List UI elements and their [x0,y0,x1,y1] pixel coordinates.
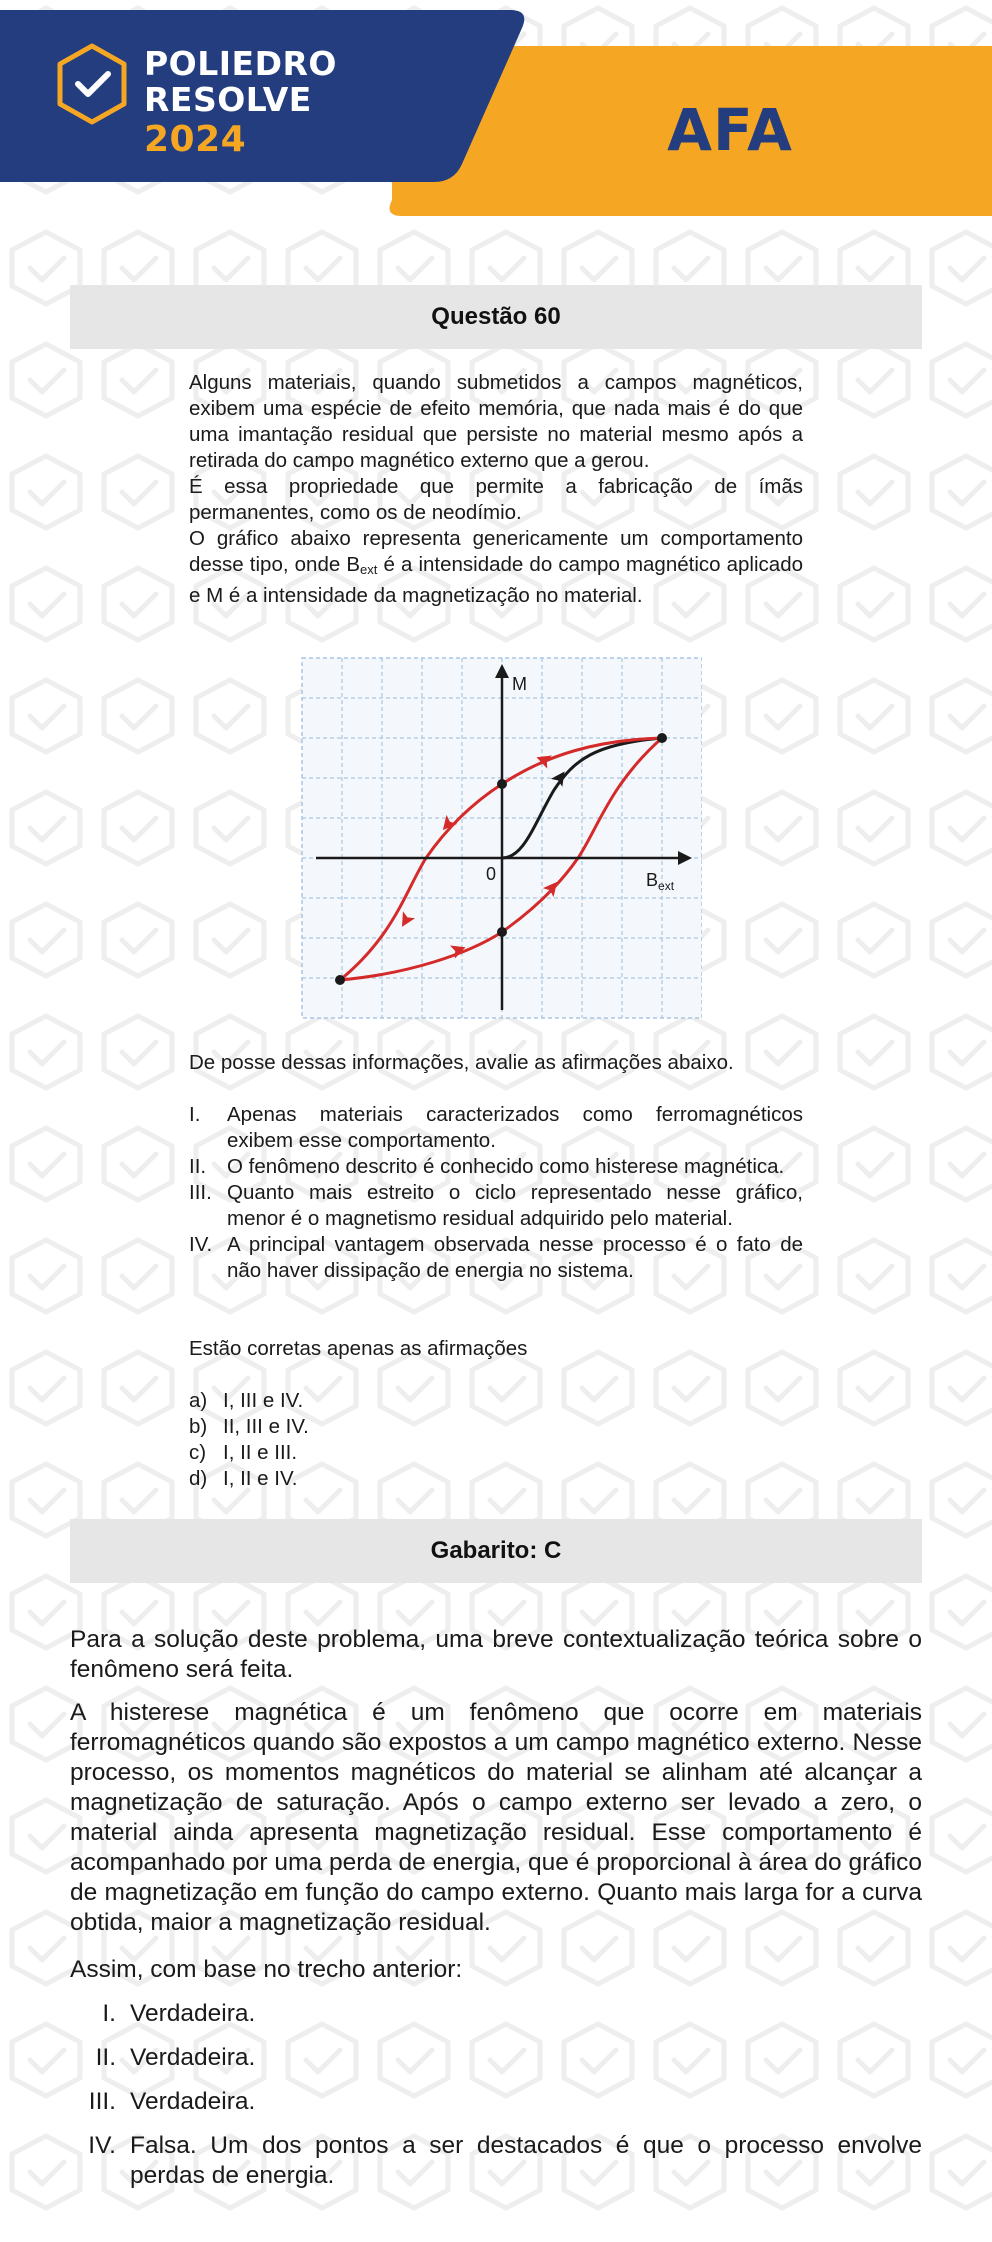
option-item [189,1414,309,1440]
option-text: I, II e IV. [223,1467,298,1490]
question-title: Questão 60 [70,285,922,349]
solution-item [70,2043,922,2073]
option-text: I, II e III. [223,1441,298,1464]
solution-item [70,1999,922,2029]
brand-name-line1: POLIEDRO [144,44,337,83]
option-letter: b) [189,1415,208,1438]
x-axis-label-main: B [646,870,659,890]
statement-item-number: IV. [189,1233,213,1256]
y-axis-label: M [512,674,527,694]
curve-point [335,975,345,985]
statements-list [189,1102,803,1284]
solution-item-text: Verdadeira. [130,2044,256,2071]
paragraph-3-start: O gráfico abaixo representa genericamente um comportamento desse tipo, onde B [189,527,803,576]
statement-item-number: III. [189,1181,212,1204]
statement-item-text: Apenas materiais caracterizados como ferromagnéticos exibem esse comportamento. [227,1103,803,1152]
exam-name: AFA [667,96,793,164]
header [0,0,992,220]
solution-item [70,2087,922,2117]
solution-item-text: Verdadeira. [130,2000,256,2027]
option-letter: a) [189,1389,208,1412]
option-item [189,1440,309,1466]
option-letter: c) [189,1441,207,1464]
statement-item [189,1102,803,1154]
curve-point [657,733,667,743]
statements-prompt: De posse dessas informações, avalie as afirmações abaixo. [189,1051,734,1074]
solution-text-1: Para a solução deste problema, uma breve contextualização teórica sobre o fenômeno será feita. [70,1626,922,1683]
question-intro [189,370,803,609]
solution-paragraph-1 [70,1625,922,1685]
solution-item-number: III. [88,2088,116,2115]
statement-item [189,1154,803,1180]
solution-text-3: Assim, com base no trecho anterior: [70,1956,463,1983]
option-text: II, III e IV. [223,1415,309,1438]
statement-item-number: II. [189,1155,207,1178]
solution-item-number: II. [95,2044,116,2071]
solution-item [70,2131,922,2191]
solution-item-text: Verdadeira. [130,2088,256,2115]
solution-paragraph-3 [70,1955,922,1985]
solution-item-number: IV. [88,2132,116,2159]
answer-key-title: Gabarito: C [70,1519,922,1583]
shield-check-icon [54,42,130,126]
answer-options [189,1388,309,1492]
question-paragraph-2: É essa propriedade que permite a fabricação de ímãs permanentes, como os de neodímio. [189,475,803,524]
origin-label: 0 [486,864,497,884]
x-axis-label-sub: ext [658,879,675,893]
statement-item-text: Quanto mais estreito o ciclo representado nesse gráfico, menor é o magnetismo residual adquirido pelo material. [227,1181,803,1230]
hysteresis-figure [298,654,702,1022]
statement-item [189,1232,803,1284]
option-text: I, III e IV. [223,1389,304,1412]
statement-item-text: O fenômeno descrito é conhecido como histerese magnética. [227,1155,785,1178]
option-item [189,1388,309,1414]
paragraph-3-end: é a intensidade do campo magnético aplicado e M é a intensidade da magnetização no material. [189,553,803,607]
solution-item-text: Falsa. Um dos pontos a ser destacados é que o processo envolve perdas de energia. [130,2132,922,2189]
bext-subscript: ext [360,562,378,577]
statement-item-number: I. [189,1103,201,1126]
solution-items [70,1999,922,2205]
brand-name-line2: RESOLVE [144,80,312,119]
brand-year: 2024 [144,119,247,160]
statement-item [189,1180,803,1232]
question-paragraph-1: Alguns materiais, quando submetidos a campos magnéticos, exibem uma espécie de efeito memória, que nada mais é do que uma imantação residual que persiste no material mesmo após a retirada do campo magnético externo que a gerou. [189,371,803,472]
solution-item-number: I. [102,2000,116,2027]
statement-item-text: A principal vantagem observada nesse processo é o fato de não haver dissipação de energia no sistema. [227,1233,803,1282]
solution-text-2: A histerese magnética é um fenômeno que ocorre em materiais ferromagnéticos quando são expostos a um campo magnético externo. Nesse processo, os momentos magnéticos do material se alinham até alcançar a magnetização de saturação. Após o campo externo ser levado a zero, o material ainda apresenta magnetização residual. Esse comportamento é acompanhado por uma perda de energia, que é proporcional à área do gráfico de magnetização em função do campo externo. Quanto mais larga for a curva obtida, maior a magnetização residual. [70,1699,922,1936]
option-letter: d) [189,1467,208,1490]
solution-paragraph-2 [70,1698,922,1938]
correct-prompt: Estão corretas apenas as afirmações [189,1337,528,1360]
question-paragraph-3 [189,526,803,609]
option-item [189,1466,309,1492]
